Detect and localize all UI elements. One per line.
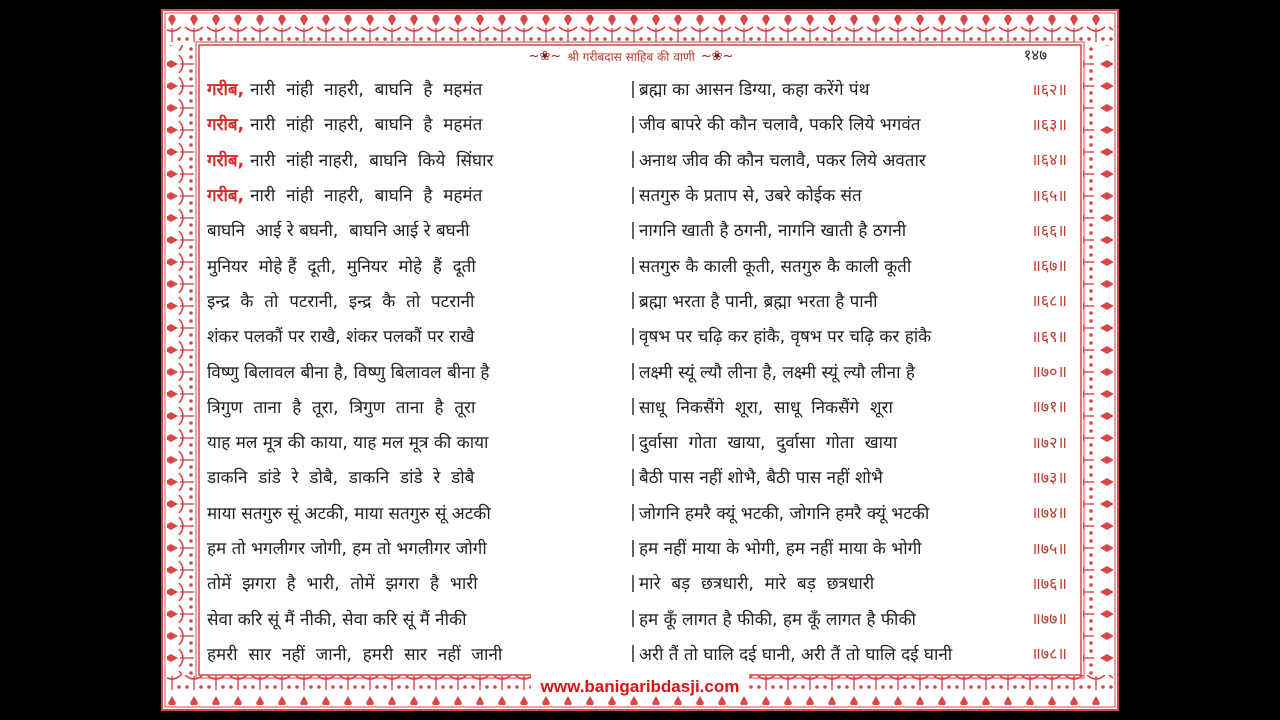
verse-prefix: गरीब,	[207, 80, 245, 101]
verse-row	[207, 424, 1067, 459]
verse-row	[207, 389, 1067, 424]
verse-line-b: ब्रह्मा भरता है पानी, ब्रह्मा भरता है पानी	[639, 291, 878, 312]
verse-line-b: अरी तैं तो घालि दई घानी, अरी तैं तो घालि दई घानी	[639, 644, 953, 665]
verse-first-half	[207, 324, 627, 347]
verse-line-a: त्रिगुण ताना है तूरा, त्रिगुण ताना है तूरा	[207, 397, 476, 418]
verse-first-half	[207, 465, 627, 488]
verse-line-a: तोमें झगरा है भारी, तोमें झगरा है भारी	[207, 574, 478, 595]
verse-separator: |	[630, 396, 636, 417]
verse-row	[207, 106, 1067, 141]
verse-row	[207, 247, 1067, 282]
verse-number: ॥७०॥	[1031, 362, 1067, 382]
verse-row	[207, 565, 1067, 600]
verse-number: ॥७३॥	[1031, 467, 1067, 487]
verse-number: ॥६३॥	[1031, 114, 1067, 134]
verse-number: ॥६७॥	[1031, 256, 1067, 276]
verse-first-half	[207, 254, 627, 277]
page-number: १४७	[1023, 46, 1047, 64]
scripture-page	[161, 9, 1119, 711]
verse-number: ॥७१॥	[1031, 397, 1067, 417]
verse-line-a: डाकनि डांडे रे डोबै, डाकनि डांडे रे डोबै	[207, 468, 475, 489]
verse-prefix: गरीब,	[207, 150, 245, 171]
verse-number: ॥६६॥	[1031, 220, 1067, 240]
verse-row	[207, 600, 1067, 635]
verse-first-half	[207, 571, 627, 594]
verse-line-b: जोगनि हमरै क्यूं भटकी, जोगनि हमरै क्यूं भटकी	[639, 503, 930, 524]
verse-row	[207, 71, 1067, 106]
verse-line-a: शंकर पलकौं पर राखै, शंकर पलकौं पर राखै	[207, 327, 475, 348]
verse-row	[207, 495, 1067, 530]
verse-separator: |	[630, 466, 636, 487]
verse-row	[207, 459, 1067, 494]
verse-first-half	[207, 430, 627, 453]
verse-line-a: हम तो भगलीगर जोगी, हम तो भगलीगर जोगी	[207, 539, 487, 559]
verse-first-half	[207, 112, 627, 135]
verse-row	[207, 353, 1067, 388]
verse-line-b: वृषभ पर चढ़ि कर हांकै, वृषभ पर चढ़ि कर हांकै	[639, 327, 932, 348]
verse-line-b: बैठी पास नहीं शोभै, बैठी पास नहीं शोभै	[639, 468, 883, 489]
verse-number: ॥७२॥	[1031, 432, 1067, 452]
verse-first-half	[207, 148, 627, 171]
verse-line-b: दुर्वासा गोता खाया, दुर्वासा गोता खाया	[639, 433, 898, 454]
page-header	[501, 45, 761, 67]
verse-line-b: अनाथ जीव की कौन चलावै, पकर लिये अवतार	[639, 150, 926, 171]
verse-number: ॥६४॥	[1031, 150, 1067, 170]
verse-line-a: विष्णु बिलावल बीना है, विष्णु बिलावल बीना है	[207, 362, 490, 383]
verse-row	[207, 142, 1067, 177]
verse-line-a: मुनियर मोहे हैं दूती, मुनियर मोहे हैं दूती	[207, 256, 476, 277]
verse-separator: |	[630, 255, 636, 276]
verse-line-b: मारे बड़ छत्रधारी, मारे बड़ छत्रधारी	[639, 574, 875, 595]
verse-separator: |	[630, 572, 636, 593]
verse-number: ॥६८॥	[1031, 291, 1067, 311]
verse-row	[207, 530, 1067, 565]
verse-line-a: नारी नांही नाहरी, बाघनि है महमंत	[250, 186, 483, 207]
verse-number: ॥७६॥	[1031, 573, 1067, 593]
verse-separator: |	[630, 184, 636, 205]
verse-line-b: सतगुरु कै काली कूती, सतगुरु कै काली कूती	[639, 256, 912, 277]
verse-separator: |	[630, 537, 636, 558]
verse-first-half	[207, 501, 627, 524]
verse-line-a: बाघनि आई रे बघनी, बाघनि आई रे बघनी	[207, 221, 470, 242]
verse-number: ॥७७॥	[1031, 609, 1067, 629]
verse-line-a: नारी नांही नाहरी, बाघनि है महमंत	[250, 115, 483, 136]
verse-line-b: हम नहीं माया के भोगी, हम नहीं माया के भोगी	[639, 539, 922, 559]
verse-number: ॥६९॥	[1031, 326, 1067, 346]
verse-separator: |	[630, 325, 636, 346]
verse-separator: |	[630, 502, 636, 523]
verse-row	[207, 318, 1067, 353]
verse-line-a: नारी नांही नाहरी, बाघनि किये सिंघार	[250, 150, 494, 171]
verse-number: ॥६२॥	[1031, 79, 1067, 99]
verse-number: ॥६५॥	[1031, 185, 1067, 205]
verse-line-b: हम कूँ लागत है फीकी, हम कूँ लागत है फीकी	[639, 609, 916, 630]
verse-first-half	[207, 77, 627, 100]
verse-separator: |	[630, 290, 636, 311]
verse-first-half	[207, 218, 627, 241]
verse-row	[207, 212, 1067, 247]
right-flourish-icon: ~❀~	[700, 48, 734, 64]
verse-first-half	[207, 642, 627, 665]
verse-first-half	[207, 607, 627, 630]
verse-row	[207, 177, 1067, 212]
verse-line-b: सतगुरु के प्रताप से, उबरे कोईक संत	[639, 186, 862, 207]
verse-separator: |	[630, 219, 636, 240]
website-url: www.banigaribdasji.com	[540, 677, 740, 696]
verse-number: ॥७८॥	[1031, 644, 1067, 664]
verse-line-b: लक्ष्मी स्यूं ल्यौ लीना है, लक्ष्मी स्यूं ल्यौ लीना है	[639, 362, 915, 383]
verse-line-a: याह मल मूत्र की काया, याह मल मूत्र की काया	[207, 433, 489, 454]
verse-line-a: इन्द्र कै तो पटरानी, इन्द्र कै तो पटरानी	[207, 291, 475, 312]
verse-number: ॥७५॥	[1031, 538, 1067, 558]
verse-line-b: साधू निकसैंगे शूरा, साधू निकसैंगे शूरा	[639, 397, 893, 418]
verse-separator: |	[630, 113, 636, 134]
verse-line-b: जीव बापरे की कौन चलावै, पकरि लिये भगवंत	[639, 115, 921, 136]
verse-separator: |	[630, 361, 636, 382]
verse-line-b: ब्रह्मा का आसन डिग्या, कहा करेंगे पंथ	[639, 80, 870, 101]
verse-separator: |	[630, 643, 636, 664]
verse-number: ॥७४॥	[1031, 503, 1067, 523]
verse-line-a: नारी नांही नाहरी, बाघनि है महमंत	[250, 80, 483, 101]
verse-prefix: गरीब,	[207, 186, 245, 207]
verse-line-a: माया सतगुरु सूं अटकी, माया सतगुरु सूं अटकी	[207, 503, 491, 524]
left-flourish-icon: ~❀~	[528, 48, 562, 64]
verse-line-b: नागनि खाती है ठगनी, नागनि खाती है ठगनी	[639, 221, 907, 242]
verse-list	[207, 71, 1067, 671]
verse-separator: |	[630, 149, 636, 170]
verse-separator: |	[630, 608, 636, 629]
verse-line-a: सेवा करि सूं मैं नीकी, सेवा करि सूं मैं नीकी	[207, 609, 467, 630]
verse-first-half	[207, 360, 627, 383]
verse-first-half	[207, 395, 627, 418]
verse-first-half	[207, 289, 627, 312]
verse-separator: |	[630, 78, 636, 99]
scripture-title: श्री गरीबदास साहिब की वाणी	[567, 49, 695, 64]
verse-line-a: हमरी सार नहीं जानी, हमरी सार नहीं जानी	[207, 644, 503, 665]
verse-first-half	[207, 536, 627, 559]
verse-first-half	[207, 183, 627, 206]
verse-row	[207, 636, 1067, 671]
verse-separator: |	[630, 431, 636, 452]
verse-row	[207, 283, 1067, 318]
verse-prefix: गरीब,	[207, 115, 245, 136]
